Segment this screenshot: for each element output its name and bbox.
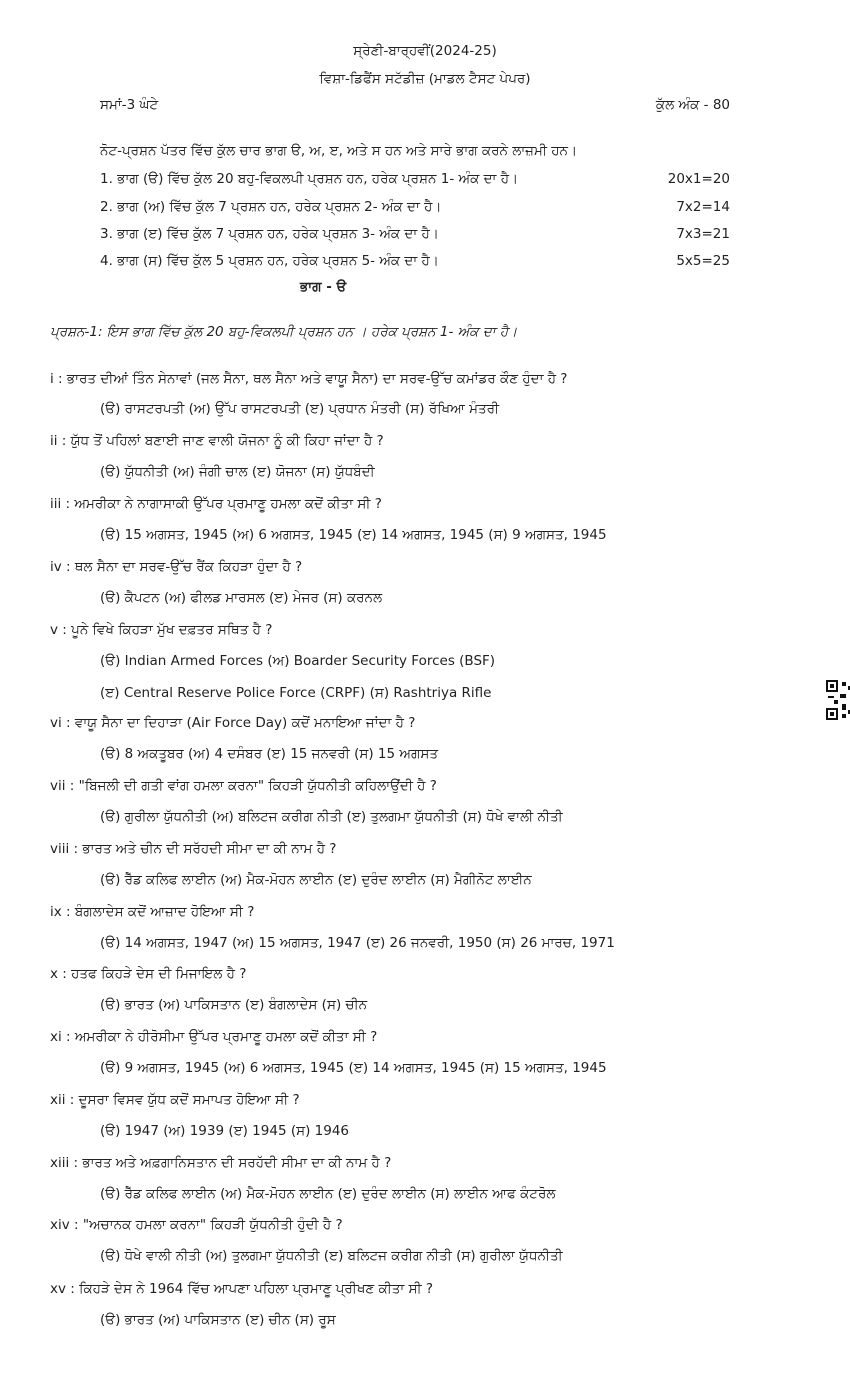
question-options: (ੳ) ਗੁਰੀਲਾ ਯੁੱਧਨੀਤੀ (ਅ) ਬਲਿਟਜ ਕਰੀਗ ਨੀਤੀ (ੲ) ਤੁਲਗਮਾ ਯੁੱਧਨੀਤੀ (ਸ) ਧੋਖੇ ਵਾਲੀ ਨੀਤੀ	[100, 809, 563, 825]
question-options: (ੳ) Indian Armed Forces (ਅ) Boarder Security Forces (BSF)	[100, 653, 496, 669]
question-options: (ੳ) 8 ਅਕਤੂਬਰ (ਅ) 4 ਦਸੰਬਰ (ੲ) 15 ਜਨਵਰੀ (ਸ) 15 ਅਗਸਤ	[100, 746, 439, 762]
question-text: i : ਭਾਰਤ ਦੀਆਂ ਤਿੰਨ ਸੇਨਾਵਾਂ (ਜਲ ਸੈਨਾ, ਥਲ ਸੈਨਾ ਅਤੇ ਵਾਯੂ ਸੈਨਾ) ਦਾ ਸਰਵ-ਉੱਚ ਕਮਾਂਡਰ ਕੌਣ ਹੁੰਦਾ ਹੈ ?	[50, 371, 568, 387]
instruction-row-text: 4. ਭਾਗ (ਸ) ਵਿੱਚ ਕੁੱਲ 5 ਪ੍ਰਸ਼ਨ ਹਨ, ਹਰੇਕ ਪ੍ਰਸ਼ਨ 5- ਅੰਕ ਦਾ ਹੈ।	[100, 253, 439, 269]
total-marks: ਕੁੱਲ ਅੰਕ - 80	[655, 97, 730, 113]
question-options: (ੳ) 9 ਅਗਸਤ, 1945 (ਅ) 6 ਅਗਸਤ, 1945 (ੲ) 14 ਅਗਸਤ, 1945 (ਸ) 15 ਅਗਸਤ, 1945	[100, 1060, 607, 1076]
question-text: xv : ਕਿਹੜੇ ਦੇਸ ਨੇ 1964 ਵਿੱਚ ਆਪਣਾ ਪਹਿਲਾ ਪ੍ਰਮਾਣੂ ਪ੍ਰੀਖਣ ਕੀਤਾ ਸੀ ?	[50, 1281, 434, 1297]
question-text: xi : ਅਮਰੀਕਾ ਨੇ ਹੀਰੋਸੀਮਾ ਉੱਪਰ ਪ੍ਰਮਾਣੂ ਹਮਲਾ ਕਦੋਂ ਕੀਤਾ ਸੀ ?	[50, 1029, 378, 1045]
question-options: (ੳ) 1947 (ਅ) 1939 (ੲ) 1945 (ਸ) 1946	[100, 1123, 349, 1139]
question-options: (ੳ) ਰਾਸਟਰਪਤੀ (ਅ) ਉੱਪ ਰਾਸਟਰਪਤੀ (ੲ) ਪ੍ਰਧਾਨ ਮੰਤਰੀ (ਸ) ਰੱਖਿਆ ਮੰਤਰੀ	[100, 401, 500, 417]
instruction-row-text: 3. ਭਾਗ (ੲ) ਵਿੱਚ ਕੁੱਲ 7 ਪ੍ਰਸ਼ਨ ਹਨ, ਹਰੇਕ ਪ੍ਰਸ਼ਨ 3- ਅੰਕ ਦਾ ਹੈ।	[100, 226, 439, 242]
question-text: xiii : ਭਾਰਤ ਅਤੇ ਅਫ਼ਗਾਨਿਸਤਾਨ ਦੀ ਸਰਹੱਦੀ ਸੀਮਾ ਦਾ ਕੀ ਨਾਮ ਹੈ ?	[50, 1155, 392, 1171]
instruction-row-marks: 7x2=14	[676, 199, 730, 215]
question-options: (ੳ) 14 ਅਗਸਤ, 1947 (ਅ) 15 ਅਗਸਤ, 1947 (ੲ) 26 ਜਨਵਰੀ, 1950 (ਸ) 26 ਮਾਰਚ, 1971	[100, 935, 615, 951]
question-intro: ਪ੍ਰਸ਼ਨ-1: ਇਸ ਭਾਗ ਵਿੱਚ ਕੁੱਲ 20 ਬਹੁ-ਵਿਕਲਪੀ ਪ੍ਰਸ਼ਨ ਹਨ । ਹਰੇਕ ਪ੍ਰਸ਼ਨ 1- ਅੰਕ ਦਾ ਹੈ।	[50, 324, 518, 340]
instruction-row-marks: 5x5=25	[676, 253, 730, 269]
question-text: x : ਹਤਫ ਕਿਹੜੇ ਦੇਸ ਦੀ ਮਿਜਾਇਲ ਹੈ ?	[50, 966, 247, 982]
subject-title: ਵਿਸ਼ਾ-ਡਿਫੈਂਸ ਸਟੱਡੀਜ਼ (ਮਾਡਲ ਟੈਸਟ ਪੇਪਰ)	[319, 71, 531, 87]
question-options: (ੳ) ਭਾਰਤ (ਅ) ਪਾਕਿਸਤਾਨ (ੲ) ਬੰਗਲਾਦੇਸ (ਸ) ਚੀਨ	[100, 997, 368, 1013]
question-text: iv : ਥਲ ਸੈਨਾ ਦਾ ਸਰਵ-ਉੱਚ ਰੈਂਕ ਕਿਹੜਾ ਹੁੰਦਾ ਹੈ ?	[50, 559, 303, 575]
instruction-row-text: 2. ਭਾਗ (ਅ) ਵਿੱਚ ਕੁੱਲ 7 ਪ੍ਰਸ਼ਨ ਹਨ, ਹਰੇਕ ਪ੍ਰਸ਼ਨ 2- ਅੰਕ ਦਾ ਹੈ।	[100, 199, 442, 215]
instruction-row-text: 1. ਭਾਗ (ੳ) ਵਿੱਚ ਕੁੱਲ 20 ਬਹੁ-ਵਿਕਲਪੀ ਪ੍ਰਸ਼ਨ ਹਨ, ਹਰੇਕ ਪ੍ਰਸ਼ਨ 1- ਅੰਕ ਦਾ ਹੈ।	[100, 171, 519, 187]
question-text: ix : ਬੰਗਲਾਦੇਸ ਕਦੋਂ ਆਜ਼ਾਦ ਹੋਇਆ ਸੀ ?	[50, 904, 255, 920]
question-options: (ੳ) ਭਾਰਤ (ਅ) ਪਾਕਿਸਤਾਨ (ੲ) ਚੀਨ (ਸ) ਰੂਸ	[100, 1312, 336, 1328]
instruction-row-marks: 20x1=20	[667, 171, 730, 187]
question-options: (ੳ) ਕੈਪਟਨ (ਅ) ਫੀਲਡ ਮਾਰਸਲ (ੲ) ਮੇਜਰ (ਸ) ਕਰਨਲ	[100, 590, 383, 606]
section-title: ਭਾਗ - ੳ	[300, 279, 347, 295]
question-text: ii : ਯੁੱਧ ਤੋਂ ਪਹਿਲਾਂ ਬਣਾਈ ਜਾਣ ਵਾਲੀ ਯੋਜਨਾ ਨੂੰ ਕੀ ਕਿਹਾ ਜਾਂਦਾ ਹੈ ?	[50, 433, 384, 449]
question-text: v : ਪੂਨੇ ਵਿਖੇ ਕਿਹੜਾ ਮੁੱਖ ਦਫ਼ਤਰ ਸਥਿਤ ਹੈ ?	[50, 622, 273, 638]
question-text: vi : ਵਾਯੂ ਸੈਨਾ ਦਾ ਦਿਹਾੜਾ (Air Force Day) ਕਦੋਂ ਮਨਾਇਆ ਜਾਂਦਾ ਹੈ ?	[50, 715, 416, 731]
instructions-note: ਨੋਟ-ਪ੍ਰਸ਼ਨ ਪੱਤਰ ਵਿੱਚ ਕੁੱਲ ਚਾਰ ਭਾਗ ੳ, ਅ, ੲ, ਅਤੇ ਸ ਹਨ ਅਤੇ ਸਾਰੇ ਭਾਗ ਕਰਨੇ ਲਾਜ਼ਮੀ ਹਨ।	[100, 143, 578, 159]
question-options: (ੳ) ਧੋਖੇ ਵਾਲੀ ਨੀਤੀ (ਅ) ਤੁਲਗਮਾ ਯੁੱਧਨੀਤੀ (ੲ) ਬਲਿਟਜ ਕਰੀਗ ਨੀਤੀ (ਸ) ਗੁਰੀਲਾ ਯੁੱਧਨੀਤੀ	[100, 1248, 563, 1264]
question-text: viii : ਭਾਰਤ ਅਤੇ ਚੀਨ ਦੀ ਸਰੱਹਦੀ ਸੀਮਾ ਦਾ ਕੀ ਨਾਮ ਹੈ ?	[50, 841, 337, 857]
class-title: ਸ੍ਰੇਣੀ-ਬਾਰ੍ਹਵੀਂ(2024-25)	[353, 43, 497, 59]
question-options: (ੳ) 15 ਅਗਸਤ, 1945 (ਅ) 6 ਅਗਸਤ, 1945 (ੲ) 14 ਅਗਸਤ, 1945 (ਸ) 9 ਅਗਸਤ, 1945	[100, 527, 607, 543]
question-options: (ੳ) ਯੁੱਧਨੀਤੀ (ਅ) ਜੰਗੀ ਚਾਲ (ੲ) ਯੋਜਨਾ (ਸ) ਯੁੱਧਬੰਦੀ	[100, 464, 375, 480]
question-text: iii : ਅਮਰੀਕਾ ਨੇ ਨਾਗਾਸਾਕੀ ਉੱਪਰ ਪ੍ਰਮਾਣੂ ਹਮਲਾ ਕਦੋਂ ਕੀਤਾ ਸੀ ?	[50, 496, 382, 512]
qr-code-icon	[826, 680, 850, 720]
question-text: xii : ਦੂਸਰਾ ਵਿਸਵ ਯੁੱਧ ਕਦੋਂ ਸਮਾਪਤ ਹੋਇਆ ਸੀ ?	[50, 1092, 300, 1108]
instruction-row-marks: 7x3=21	[676, 226, 730, 242]
question-options: (ੳ) ਰੈੱਡ ਕਲਿਫ ਲਾਈਨ (ਅ) ਮੈਕ-ਮੋਹਨ ਲਾਈਨ (ੲ) ਦੁਰੰਦ ਲਾਈਨ (ਸ) ਲਾਈਨ ਆਫ ਕੰਟਰੋਲ	[100, 1186, 556, 1202]
question-options: (ੳ) ਰੈੱਡ ਕਲਿਫ ਲਾਈਨ (ਅ) ਮੈਕ-ਮੋਹਨ ਲਾਈਨ (ੲ) ਦੁਰੰਦ ਲਾਈਨ (ਸ) ਮੈਗੀਨੋਟ ਲਾਈਨ	[100, 872, 532, 888]
time-allowed: ਸਮਾਂ-3 ਘੰਟੇ	[100, 97, 159, 113]
question-text: vii : "ਬਿਜਲੀ ਦੀ ਗਤੀ ਵਾਂਗ ਹਮਲਾ ਕਰਨਾ" ਕਿਹੜੀ ਯੁੱਧਨੀਤੀ ਕਹਿਲਾਉਂਦੀ ਹੈ ?	[50, 778, 437, 794]
question-options: (ੲ) Central Reserve Police Force (CRPF) (ਸ) Rashtriya Rifle	[100, 685, 492, 701]
question-text: xiv : "ਅਚਾਨਕ ਹਮਲਾ ਕਰਨਾ" ਕਿਹੜੀ ਯੁੱਧਨੀਤੀ ਹੁੰਦੀ ਹੈ ?	[50, 1217, 343, 1233]
